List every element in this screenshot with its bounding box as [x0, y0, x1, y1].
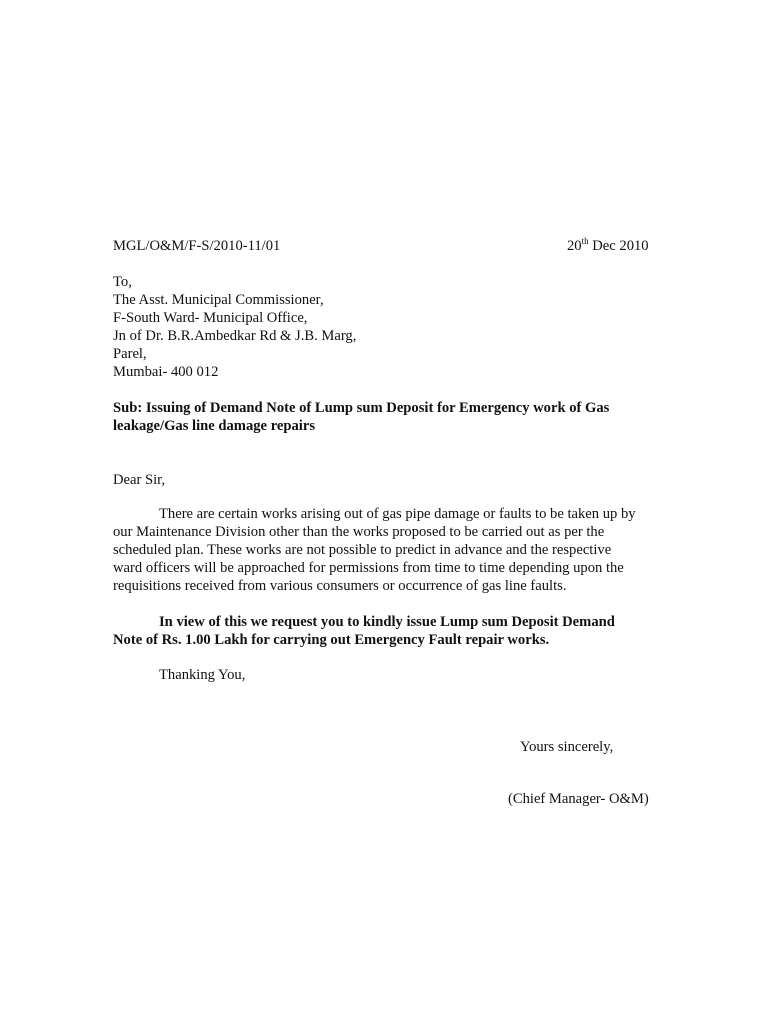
- recipient-line: The Asst. Municipal Commissioner,: [113, 292, 324, 308]
- recipient-line: Parel,: [113, 346, 147, 362]
- recipient-line: Jn of Dr. B.R.Ambedkar Rd & J.B. Marg,: [113, 328, 357, 344]
- request-line: Note of Rs. 1.00 Lakh for carrying out Emergency Fault repair works.: [113, 632, 550, 648]
- greeting: Dear Sir,: [113, 472, 166, 488]
- to-label: To,: [113, 274, 132, 290]
- reference-number: MGL/O&M/F-S/2010-11/01: [113, 238, 281, 254]
- body-line: ward officers will be approached for permissions from time to time depending upon the: [113, 560, 624, 576]
- recipient-line: F-South Ward- Municipal Office,: [113, 310, 308, 326]
- date-month-year: Dec 2010: [588, 238, 649, 254]
- signatory: (Chief Manager- O&M): [508, 791, 649, 807]
- body-line: scheduled plan. These works are not possible to predict in advance and the respective: [113, 542, 612, 558]
- letter-date: [567, 237, 649, 255]
- body-line: our Maintenance Division other than the works proposed to be carried out as per the: [113, 524, 605, 540]
- recipient-line: Mumbai- 400 012: [113, 364, 219, 380]
- body-line: requisitions received from various consumers or occurrence of gas line faults.: [113, 578, 567, 594]
- subject-line: Sub: Issuing of Demand Note of Lump sum Deposit for Emergency work of Gas: [113, 400, 610, 416]
- date-day-suffix: th: [581, 236, 589, 246]
- date-day: 20: [567, 238, 582, 254]
- request-line: In view of this we request you to kindly issue Lump sum Deposit Demand: [159, 614, 615, 630]
- closing-line: Yours sincerely,: [520, 739, 614, 755]
- body-line: There are certain works arising out of gas pipe damage or faults to be taken up by: [159, 506, 636, 522]
- thanks-line: Thanking You,: [159, 667, 246, 683]
- subject-line: leakage/Gas line damage repairs: [113, 418, 316, 434]
